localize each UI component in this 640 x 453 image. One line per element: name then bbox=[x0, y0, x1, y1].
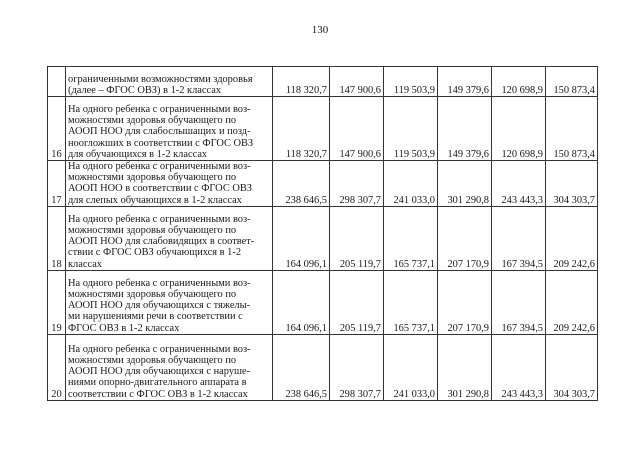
value-cell: 164 096,1 bbox=[273, 206, 330, 270]
row-number: 16 bbox=[48, 97, 66, 161]
description-line: можностями здоровья обучающего по bbox=[68, 172, 237, 184]
row-number: 20 bbox=[48, 334, 66, 400]
row-description bbox=[66, 206, 273, 270]
value-cell: 205 119,7 bbox=[330, 270, 384, 334]
description-line: АООП НОО для обучающихся с наруше- bbox=[68, 366, 251, 378]
value-cell: 150 873,4 bbox=[546, 67, 598, 97]
value-cell: 209 242,6 bbox=[546, 270, 598, 334]
description-line: ограниченными возможностями здоровья bbox=[68, 73, 253, 85]
value-cell: 207 170,9 bbox=[438, 206, 492, 270]
row-description bbox=[66, 270, 273, 334]
description-line: можностями здоровья обучающего по bbox=[68, 289, 237, 300]
value-cell: 120 698,9 bbox=[492, 67, 546, 97]
value-cell: 120 698,9 bbox=[492, 97, 546, 161]
table-row bbox=[48, 270, 598, 334]
row-number: 19 bbox=[48, 270, 66, 334]
description-line: На одного ребенка с ограниченными воз- bbox=[68, 277, 251, 289]
value-cell: 301 290,8 bbox=[438, 334, 492, 400]
value-cell: 238 646,5 bbox=[273, 334, 330, 400]
value-cell: 118 320,7 bbox=[273, 97, 330, 161]
description-line: можностями здоровья обучающего по bbox=[68, 115, 237, 127]
description-line: АООП НОО для слабовидящих в соответ- bbox=[68, 236, 255, 248]
description-line: АООП НОО в соответствии с ФГОС ОВЗ bbox=[68, 183, 252, 195]
row-description bbox=[66, 334, 273, 400]
description-line: соответствии с ФГОС ОВЗ в 1-2 классах bbox=[68, 388, 248, 400]
table-row bbox=[48, 161, 598, 207]
value-cell: 304 303,7 bbox=[546, 161, 598, 207]
description-line: На одного ребенка с ограниченными воз- bbox=[68, 103, 251, 115]
value-cell: 147 900,6 bbox=[330, 97, 384, 161]
value-cell: 119 503,9 bbox=[384, 67, 438, 97]
value-cell: 147 900,6 bbox=[330, 67, 384, 97]
description-line: ми нарушениями речи в соответствии с bbox=[68, 311, 243, 323]
value-cell: 298 307,7 bbox=[330, 161, 384, 207]
row-description bbox=[66, 97, 273, 161]
value-cell: 205 119,7 bbox=[330, 206, 384, 270]
row-number: 18 bbox=[48, 206, 66, 270]
value-cell: 304 303,7 bbox=[546, 334, 598, 400]
budget-table bbox=[47, 66, 598, 401]
description-line: На одного ребенка с ограниченными воз- bbox=[68, 161, 251, 172]
description-line: для слепых обучающихся в 1-2 классах bbox=[68, 194, 242, 206]
value-cell: 164 096,1 bbox=[273, 270, 330, 334]
value-cell: 241 033,0 bbox=[384, 334, 438, 400]
row-number bbox=[48, 67, 66, 97]
value-cell: 149 379,6 bbox=[438, 67, 492, 97]
value-cell: 165 737,1 bbox=[384, 270, 438, 334]
value-cell: 150 873,4 bbox=[546, 97, 598, 161]
value-cell: 149 379,6 bbox=[438, 97, 492, 161]
value-cell: 119 503,9 bbox=[384, 97, 438, 161]
row-number: 17 bbox=[48, 161, 66, 207]
description-line: классах bbox=[68, 258, 103, 270]
value-cell: 243 443,3 bbox=[492, 161, 546, 207]
row-description bbox=[66, 67, 273, 97]
page-number: 130 bbox=[311, 24, 329, 36]
description-line: ноогложших в соответствии с ФГОС ОВЗ bbox=[68, 137, 254, 149]
value-cell: 243 443,3 bbox=[492, 334, 546, 400]
description-line: (далее – ФГОС ОВЗ) в 1-2 классах bbox=[68, 84, 222, 96]
table-row bbox=[48, 334, 598, 400]
value-cell: 118 320,7 bbox=[273, 67, 330, 97]
table-row bbox=[48, 206, 598, 270]
description-line: АООП НОО для обучающихся с тяжелы- bbox=[68, 300, 251, 312]
value-cell: 209 242,6 bbox=[546, 206, 598, 270]
value-cell: 167 394,5 bbox=[492, 206, 546, 270]
value-cell: 238 646,5 bbox=[273, 161, 330, 207]
value-cell: 241 033,0 bbox=[384, 161, 438, 207]
row-description bbox=[66, 161, 273, 207]
table-row bbox=[48, 67, 598, 97]
value-cell: 298 307,7 bbox=[330, 334, 384, 400]
description-line: На одного ребенка с ограниченными воз- bbox=[68, 213, 251, 225]
description-line: ствии с ФГОС ОВЗ обучающихся в 1-2 bbox=[68, 247, 242, 259]
description-line: ФГОС ОВЗ в 1-2 классах bbox=[68, 322, 180, 334]
description-line: АООП НОО для слабослышащих и позд- bbox=[68, 126, 251, 138]
description-line: можностями здоровья обучающего по bbox=[68, 225, 237, 236]
description-line: для обучающихся в 1-2 классах bbox=[68, 148, 208, 160]
description-line: На одного ребенка с ограниченными воз- bbox=[68, 343, 251, 355]
value-cell: 165 737,1 bbox=[384, 206, 438, 270]
table-row bbox=[48, 97, 598, 161]
value-cell: 301 290,8 bbox=[438, 161, 492, 207]
description-line: ниями опорно-двигательного аппарата в bbox=[68, 377, 247, 389]
value-cell: 167 394,5 bbox=[492, 270, 546, 334]
description-line: можностями здоровья обучающего по bbox=[68, 355, 237, 366]
value-cell: 207 170,9 bbox=[438, 270, 492, 334]
